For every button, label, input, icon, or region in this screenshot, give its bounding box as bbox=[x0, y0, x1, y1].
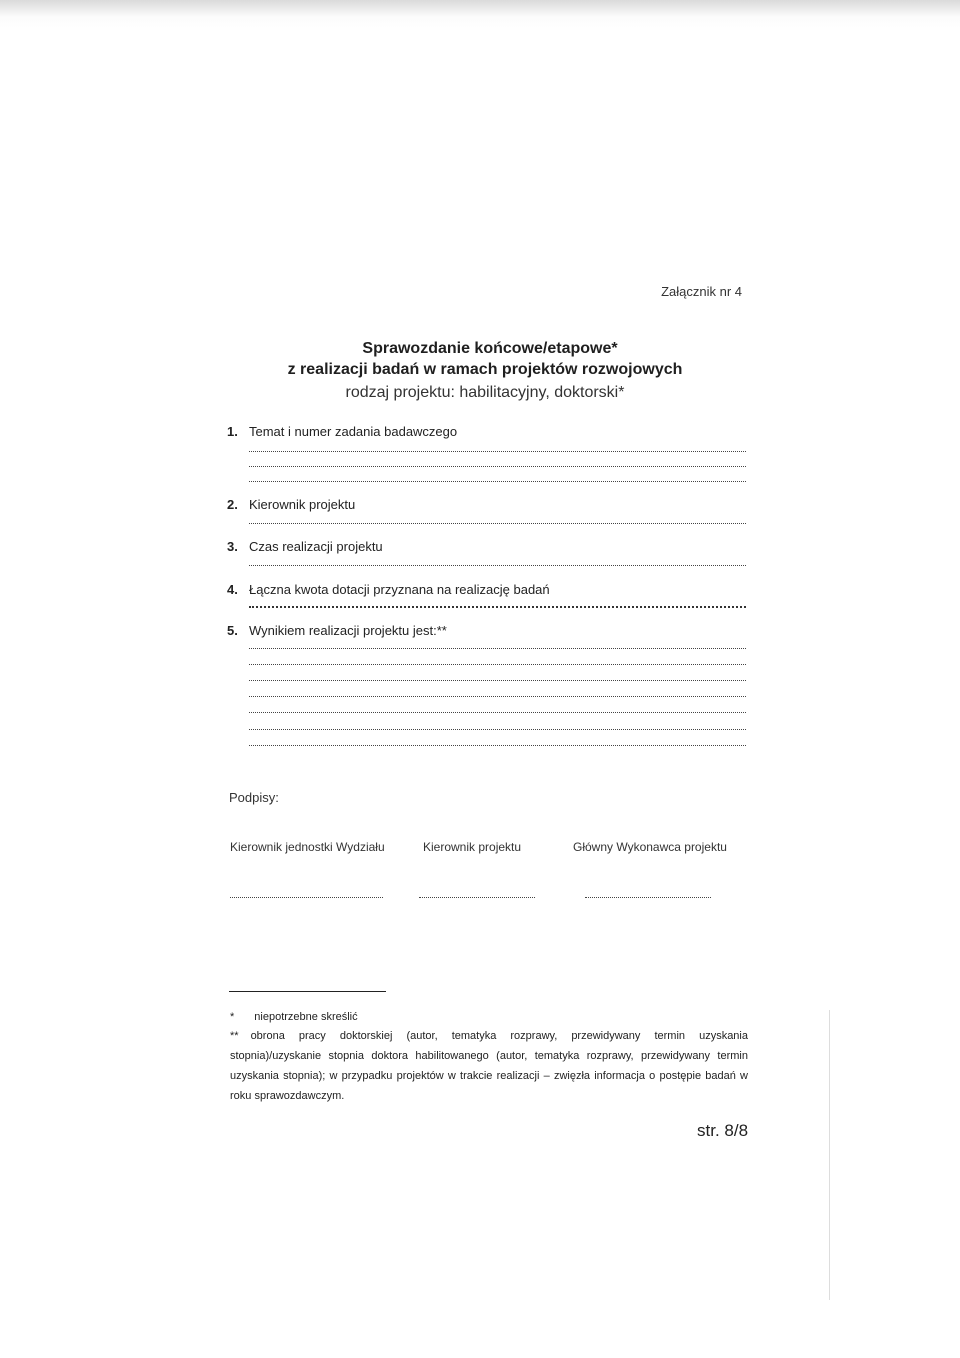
item-label: Łączna kwota dotacji przyznana na realizację badań bbox=[249, 582, 550, 597]
form-item-results bbox=[227, 623, 447, 638]
form-item-duration bbox=[227, 539, 383, 554]
form-item-topic bbox=[227, 424, 457, 439]
fill-line[interactable] bbox=[249, 745, 746, 746]
signature-line-project-manager[interactable] bbox=[419, 897, 535, 898]
footnote-mark: * bbox=[230, 1011, 235, 1023]
fill-line[interactable] bbox=[249, 606, 746, 608]
fill-line[interactable] bbox=[249, 712, 746, 713]
fill-line[interactable] bbox=[249, 648, 746, 649]
fill-line[interactable] bbox=[249, 664, 746, 665]
fill-line[interactable] bbox=[249, 729, 746, 730]
fill-line[interactable] bbox=[249, 481, 746, 482]
footnote-separator bbox=[229, 991, 386, 992]
item-number: 2. bbox=[227, 497, 238, 512]
item-label: Temat i numer zadania badawczego bbox=[249, 424, 458, 439]
item-label: Kierownik projektu bbox=[249, 497, 356, 512]
signature-role-project-manager: Kierownik projektu bbox=[423, 840, 522, 854]
item-number: 5. bbox=[227, 623, 238, 638]
document-title: Sprawozdanie końcowe/etapowe* bbox=[362, 340, 618, 357]
fill-line[interactable] bbox=[249, 565, 746, 566]
fill-line[interactable] bbox=[249, 680, 746, 681]
footnote-1 bbox=[230, 1007, 358, 1027]
item-label: Czas realizacji projektu bbox=[249, 539, 383, 554]
attachment-label: Załącznik nr 4 bbox=[661, 284, 742, 299]
footnote-2 bbox=[230, 1026, 748, 1106]
fill-line[interactable] bbox=[249, 451, 746, 452]
signature-line-unit-head[interactable] bbox=[230, 897, 383, 898]
project-type-line: rodzaj projektu: habilitacyjny, doktorski* bbox=[345, 384, 625, 401]
item-number: 3. bbox=[227, 539, 238, 554]
signature-role-unit-head: Kierownik jednostki Wydziału bbox=[230, 840, 385, 854]
footnote-text: niepotrzebne skreślić bbox=[254, 1011, 358, 1023]
item-label: Wynikiem realizacji projektu jest:** bbox=[249, 623, 447, 638]
footnote-mark: ** bbox=[230, 1030, 239, 1042]
footnote-text: obrona pracy doktorskiej (autor, tematyka rozprawy, przewidywany termin uzyskania stopnia)/uzyskanie stopnia doktora habilitowanego (autor, tematyka rozprawy, przewidywany termin uzyskania stopnia); w przypadku projektów w trakcie realizacji – zwięzła informacja o postępie badań w roku sprawozdawczym. bbox=[230, 1030, 748, 1102]
fill-line[interactable] bbox=[249, 696, 746, 697]
signatures-label: Podpisy: bbox=[229, 790, 279, 805]
page-number: str. 8/8 bbox=[697, 1121, 749, 1140]
item-number: 4. bbox=[227, 582, 238, 597]
form-item-manager bbox=[227, 497, 355, 512]
signature-line-main-contractor[interactable] bbox=[585, 897, 711, 898]
item-number: 1. bbox=[227, 424, 238, 439]
scan-edge-mark bbox=[829, 1010, 830, 1300]
fill-line[interactable] bbox=[249, 466, 746, 467]
document-subtitle: z realizacji badań w ramach projektów rozwojowych bbox=[287, 361, 683, 378]
scan-shadow-top bbox=[0, 0, 960, 28]
fill-line[interactable] bbox=[249, 523, 746, 524]
form-item-funding bbox=[227, 582, 550, 597]
signature-role-main-contractor: Główny Wykonawca projektu bbox=[573, 840, 727, 854]
